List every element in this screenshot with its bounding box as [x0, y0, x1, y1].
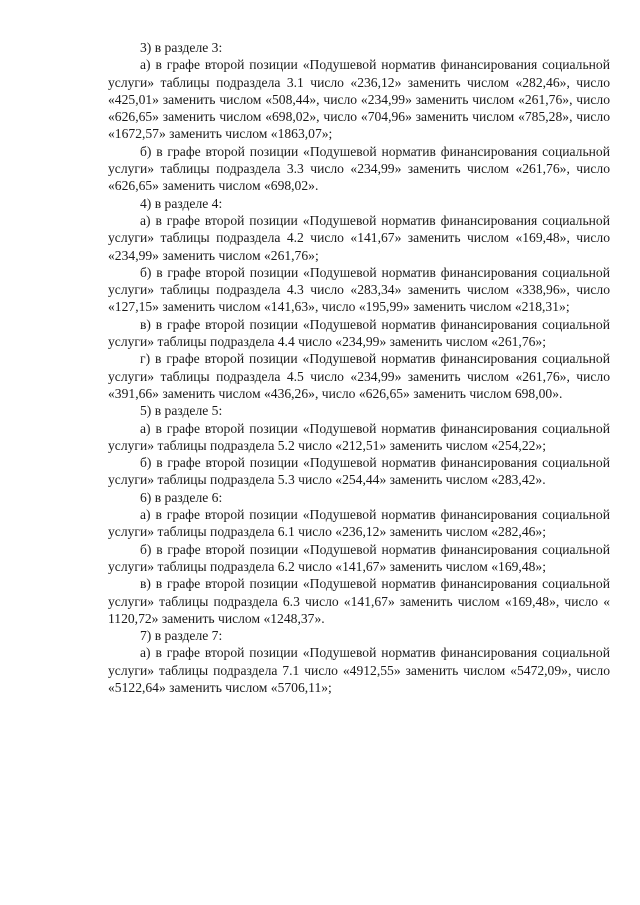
section-3-item-a: а) в графе второй позиции «Подушевой норматив финансирования социальной услуги» таблицы подраздела 3.1 число «236,12» заменить числом «282,46», число «425,01» заменить числом «508,44», число «234,99» заменить числом «261,76», число «626,65» заменить числом «698,02», число «704,96» заменить числом «785,28», число «1672,57» заменить числом «1863,07»; — [108, 57, 610, 142]
section-heading-6: 6) в разделе 6: — [140, 489, 223, 505]
section-5-item-a: а) в графе второй позиции «Подушевой норматив финансирования социальной услуги» таблицы подраздела 5.2 число «212,51» заменить числом «254,22»; — [108, 420, 610, 453]
section-6-item-a: а) в графе второй позиции «Подушевой норматив финансирования социальной услуги» таблицы подраздела 6.1 число «236,12» заменить числом «282,46»; — [108, 507, 610, 540]
section-4-item-g: г) в графе второй позиции «Подушевой норматив финансирования социальной услуги» таблицы подраздела 4.5 число «234,99» заменить числом «261,76», число «391,66» заменить числом «436,26», число «626,65» заменить числом 698,00». — [108, 351, 610, 401]
section-heading-7: 7) в разделе 7: — [140, 628, 223, 644]
section-6-item-b: б) в графе второй позиции «Подушевой норматив финансирования социальной услуги» таблицы подраздела 6.2 число «141,67» заменить числом «169,48»; — [108, 541, 610, 574]
section-3-item-b: б) в графе второй позиции «Подушевой норматив финансирования социальной услуги» таблицы подраздела 3.3 число «234,99» заменить числом «261,76», число «626,65» заменить числом «698,02». — [108, 143, 610, 194]
document-body — [108, 39, 610, 696]
section-4-item-b: б) в графе второй позиции «Подушевой норматив финансирования социальной услуги» таблицы подраздела 4.3 число «283,34» заменить числом «338,96», число «127,15» заменить числом «141,63», число «195,99» заменить числом «218,31»; — [108, 264, 610, 315]
section-5-item-b: б) в графе второй позиции «Подушевой норматив финансирования социальной услуги» таблицы подраздела 5.3 число «254,44» заменить числом «283,42». — [108, 455, 610, 488]
section-6-item-v: в) в графе второй позиции «Подушевой норматив финансирования социальной услуги» таблицы подраздела 6.3 число «141,67» заменить числом «169,48», число « 1120,72» заменить числом «1248,37». — [108, 576, 610, 626]
section-heading-5: 5) в разделе 5: — [140, 403, 223, 419]
section-heading-4: 4) в разделе 4: — [140, 195, 223, 211]
section-7-item-a: а) в графе второй позиции «Подушевой норматив финансирования социальной услуги» таблицы подраздела 7.1 число «4912,55» заменить числом «5472,09», число «5122,64» заменить числом «5706,11»; — [108, 645, 610, 695]
section-heading-3: 3) в разделе 3: — [140, 40, 223, 55]
section-4-item-a: а) в графе второй позиции «Подушевой норматив финансирования социальной услуги» таблицы подраздела 4.2 число «141,67» заменить числом «169,48», число «234,99» заменить числом «261,76»; — [108, 212, 610, 263]
section-4-item-v: в) в графе второй позиции «Подушевой норматив финансирования социальной услуги» таблицы подраздела 4.4 число «234,99» заменить числом «261,76»; — [108, 316, 610, 350]
